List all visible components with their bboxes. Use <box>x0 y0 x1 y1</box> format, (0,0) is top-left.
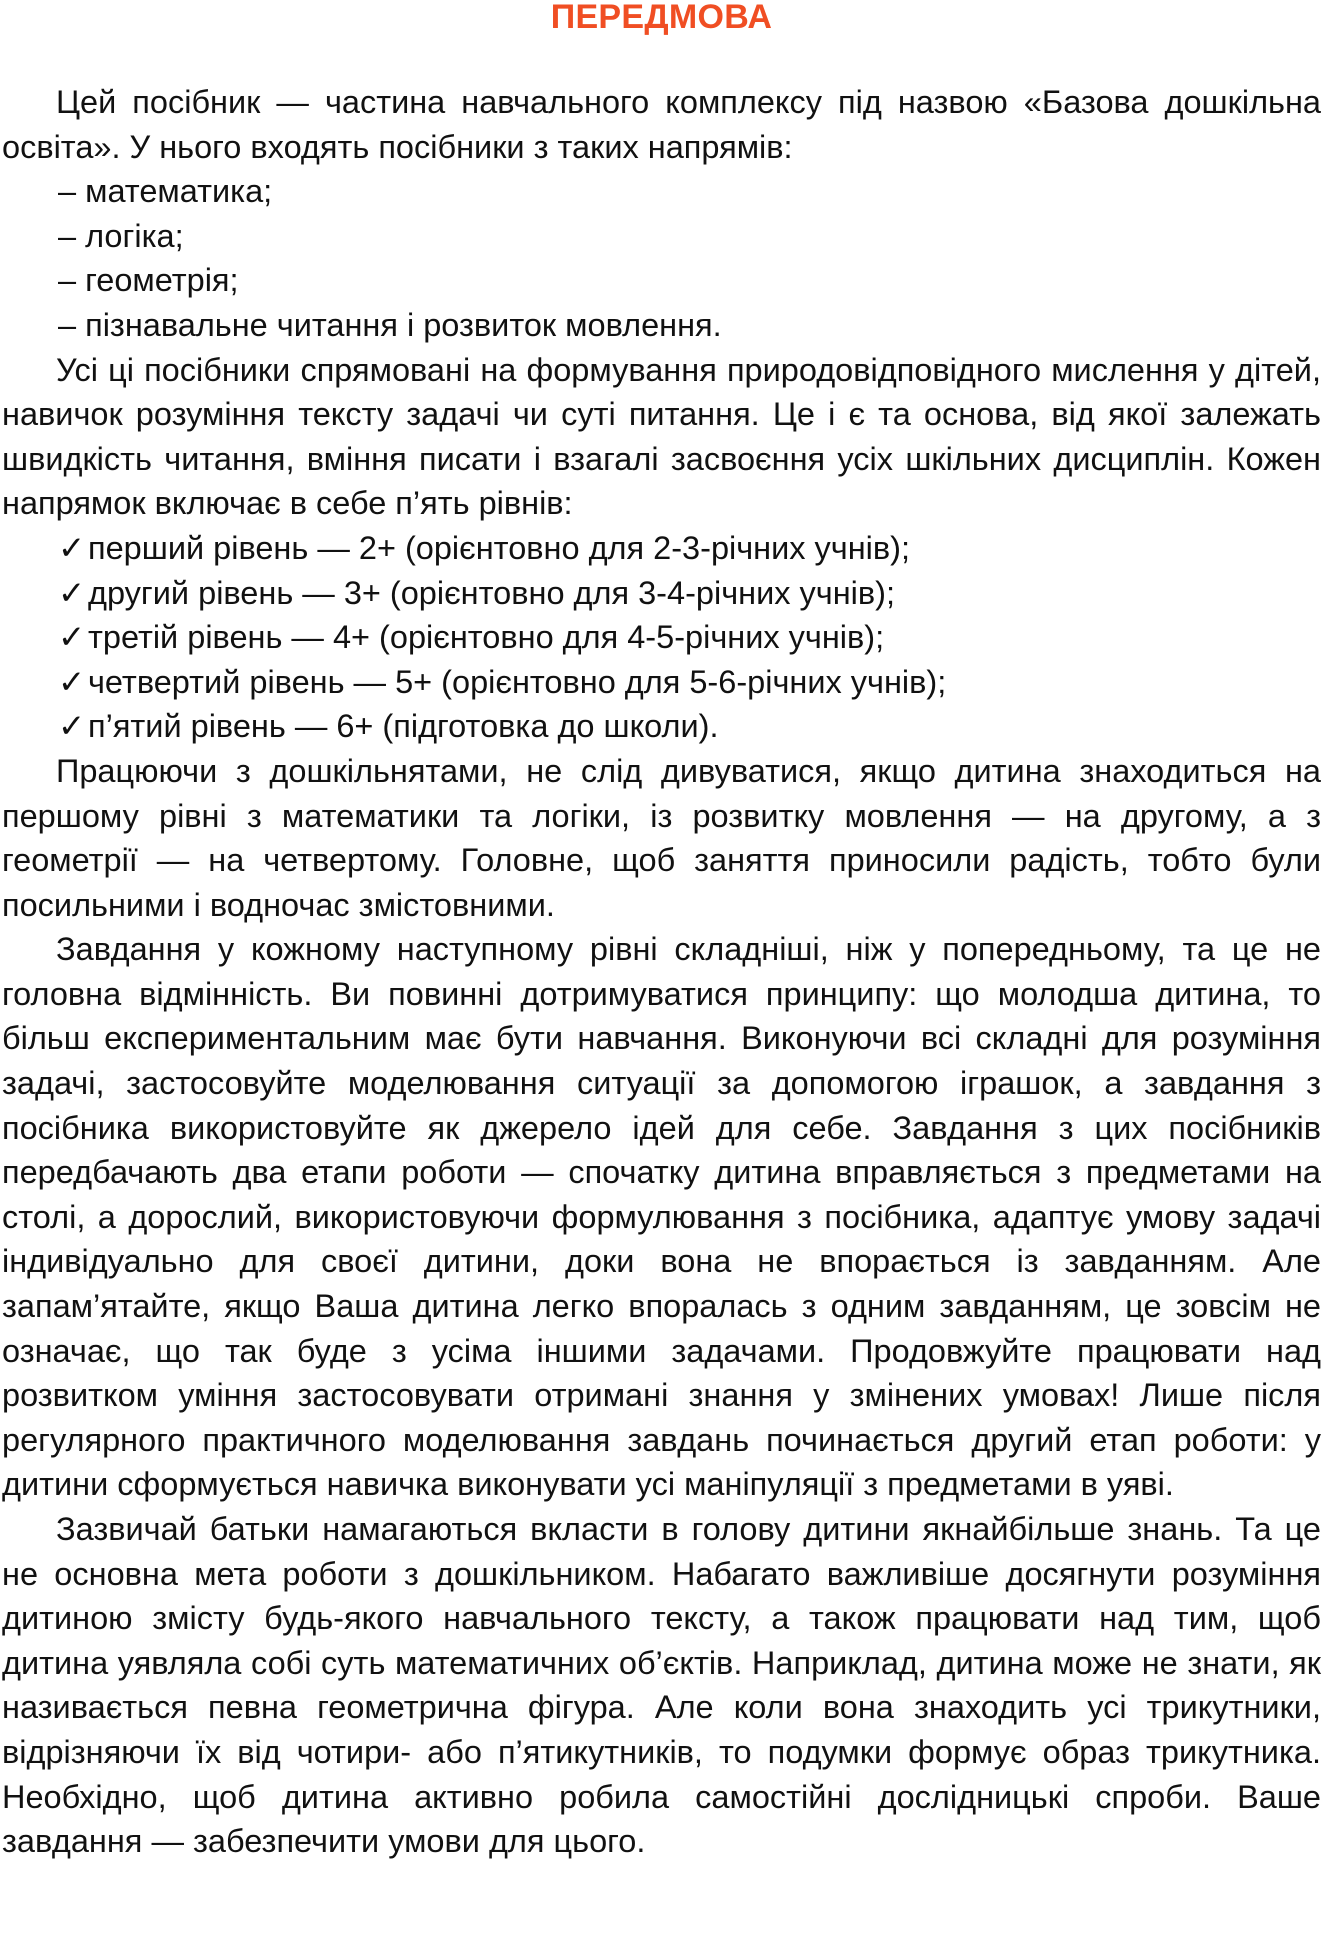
direction-item: – пізнавальне читання і розвиток мовлення. <box>58 306 722 343</box>
level-item <box>2 526 1321 571</box>
level-item <box>2 571 1321 616</box>
check-icon: ✓ <box>58 663 86 700</box>
body-text <box>2 80 1321 1864</box>
level-text: другий рівень — 3+ (орієнтовно для 3-4-річних учнів); <box>88 574 895 611</box>
direction-item: – логіка; <box>58 217 184 254</box>
level-item <box>2 660 1321 705</box>
page-title: ПЕРЕДМОВА <box>550 0 773 36</box>
level-text: перший рівень — 2+ (орієнтовно для 2-3-річних учнів); <box>88 529 911 566</box>
check-icon: ✓ <box>58 529 86 566</box>
level-text: третій рівень — 4+ (орієнтовно для 4-5-річних учнів); <box>88 619 885 656</box>
levels-intro-paragraph: Усі ці посібники спрямовані на формування природовідповідного мислення у дітей, навичок розуміння тексту задачі чи суті питання. Це і є та основа, від якої залежать швидкість читання, вміння писати і взагалі засвоєння усіх шкільних дисциплін. Кожен напрямок включає в себе п’ять рівнів: <box>2 351 1321 522</box>
paragraph: Завдання у кожному наступному рівні складніші, ніж у попередньому, та це не головна відмінність. Ви повинні дотримуватися принципу: що молодша дитина, то більш експериментальним має бути навчання. Виконуючи всі складні для розуміння задачі, застосовуйте моделювання ситуації за допомогою іграшок, а завдання з посібника використовуйте як джерело ідей для себе. Завдання з цих посібників передбачають два етапи роботи — спочатку дитина вправляється з предметами на столі, а дорослий, використовуючи формулювання з посібника, адаптує умову задачі індивідуально для своєї дитини, доки вона не впорається із завданням. Але запам’ятайте, якщо Ваша дитина легко впоралась з одним завданням, це зовсім не означає, що так буде з усіма іншими задачами. Продовжуйте працювати над розвитком уміння застосовувати отримані знання у змінених умовах! Лише після регулярного практичного моделювання завдань починається другий етап роботи: у дитини сформується навичка виконувати усі маніпуляції з предметами в уяві. <box>2 931 1321 1503</box>
direction-item: – геометрія; <box>58 262 239 299</box>
level-item <box>2 615 1321 660</box>
intro-paragraph: Цей посібник — частина навчального комплексу під назвою «Базова дошкільна освіта». У нього входять посібники з таких напрямів: <box>2 84 1321 165</box>
paragraph: Зазвичай батьки намагаються вкласти в голову дитини якнайбільше знань. Та це не основна мета роботи з дошкільником. Набагато важливіше досягнути розуміння дитиною змісту будь-якого навчального тексту, а також працювати над тим, щоб дитина уявляла собі суть математичних об’єктів. Наприклад, дитина може не знати, як називається певна геометрична фігура. Але коли вона знаходить усі трикутники, відрізняючи їх від чотири- або п’ятикутників, то подумки формує образ трикутника. Необхідно, щоб дитина активно робила самостійні дослідницькі спроби. Ваше завдання — забезпечити умови для цього. <box>2 1511 1321 1860</box>
check-icon: ✓ <box>58 619 86 656</box>
paragraph: Працюючи з дошкільнятами, не слід дивуватися, якщо дитина знаходиться на першому рівні з математики та логіки, із розвитку мовлення — на другому, а з геометрії — на четвертому. Головне, щоб заняття приносили радість, тобто були посильними і водночас змістовними. <box>2 752 1321 923</box>
level-item <box>2 704 1321 749</box>
check-icon: ✓ <box>58 574 86 611</box>
level-text: четвертий рівень — 5+ (орієнтовно для 5-6-річних учнів); <box>88 663 947 700</box>
direction-item: – математика; <box>58 173 273 210</box>
level-text: п’ятий рівень — 6+ (підготовка до школи). <box>88 708 719 745</box>
check-icon: ✓ <box>58 708 86 745</box>
